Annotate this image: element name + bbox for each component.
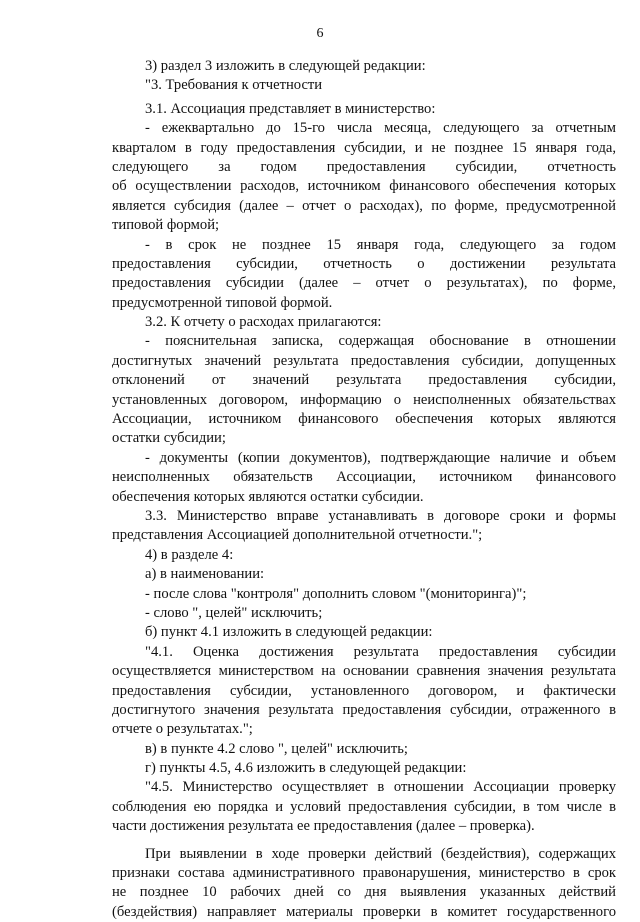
text-line: - ежеквартально до 15-го числа месяца, следующего за отчетным bbox=[145, 120, 616, 137]
text-line: "4.1. Оценка достижения результата предоставления субсидии bbox=[145, 643, 616, 660]
document-body bbox=[112, 57, 616, 922]
text-line: остатки субсидии; bbox=[112, 430, 226, 447]
text-line: в) в пункте 4.2 слово ", целей" исключить; bbox=[145, 740, 408, 757]
text-line: предоставления субсидии, отчетность о достижении результата bbox=[112, 255, 616, 272]
text-line: следующего за годом предоставления субсидии, отчетность bbox=[112, 158, 616, 175]
text-line: - документы (копии документов), подтверждающие наличие и объем bbox=[145, 449, 616, 466]
text-line: (бездействия) направляет материалы проверки в комитет государственного bbox=[112, 903, 616, 920]
text-line: отклонений от значений результата предоставления субсидии, bbox=[112, 372, 616, 389]
text-line: предоставления субсидии (далее – отчет о результатах), по форме, bbox=[112, 275, 616, 292]
text-line: а) в наименовании: bbox=[145, 566, 265, 583]
text-line: предусмотренной типовой формой. bbox=[112, 294, 333, 311]
text-line: установленных договором, информацию о неисполненных обязательствах bbox=[112, 391, 616, 408]
text-line: достигнутых значений результата предоставления субсидии, допущенных bbox=[112, 352, 616, 369]
text-line: 3.2. К отчету о расходах прилагаются: bbox=[145, 314, 382, 331]
text-line: Ассоциации, источником финансового обеспечения которых являются bbox=[112, 411, 616, 428]
text-line: 3.1. Ассоциация представляет в министерство: bbox=[145, 100, 436, 117]
text-line: - в срок не позднее 15 января года, следующего за годом bbox=[145, 236, 616, 253]
text-line: обеспечения которых являются остатки субсидии. bbox=[112, 488, 424, 505]
text-line: об осуществлении расходов, источником финансового обеспечения которых bbox=[112, 178, 616, 195]
text-line: "4.5. Министерство осуществляет в отношении Ассоциации проверку bbox=[145, 779, 616, 796]
text-line: не позднее 10 рабочих дней со дня выявления указанных действий bbox=[112, 884, 616, 901]
text-line: "3. Требования к отчетности bbox=[145, 77, 323, 94]
text-line: неисполненных обязательств Ассоциации, источником финансового bbox=[112, 469, 616, 486]
text-line: - после слова "контроля" дополнить словом "(мониторинга)"; bbox=[145, 585, 527, 602]
text-line: - слово ", целей" исключить; bbox=[145, 604, 323, 621]
text-line: 3) раздел 3 изложить в следующей редакции: bbox=[145, 58, 426, 74]
page-number: 6 bbox=[316, 26, 324, 41]
text-line: части достижения результата ее предоставления (далее – проверка). bbox=[112, 818, 535, 835]
text-line: предоставления субсидии, установленного договором, и фактически bbox=[112, 682, 616, 699]
text-line: 4) в разделе 4: bbox=[145, 546, 234, 563]
text-line: соблюдения ею порядка и условий предоставления субсидии, в том числе в bbox=[112, 798, 616, 815]
text-line: признаки состава административного правонарушения, министерство в срок bbox=[112, 865, 616, 882]
text-line: г) пункты 4.5, 4.6 изложить в следующей редакции: bbox=[145, 760, 467, 777]
text-line: - пояснительная записка, содержащая обоснование в отношении bbox=[145, 333, 616, 350]
text-line: б) пункт 4.1 изложить в следующей редакции: bbox=[145, 624, 433, 641]
text-line: При выявлении в ходе проверки действий (бездействия), содержащих bbox=[145, 845, 616, 862]
text-line: представления Ассоциацией дополнительной отчетности."; bbox=[112, 527, 483, 544]
text-line: кварталом в году предоставления субсидии, и не позднее 15 января года, bbox=[112, 139, 616, 156]
text-line: достигнутого значения результата предоставления субсидии, отраженного в bbox=[112, 701, 616, 718]
text-line: является субсидия (далее – отчет о расходах), по форме, предусмотренной bbox=[112, 197, 616, 214]
text-line: отчете о результатах."; bbox=[112, 721, 253, 738]
text-line: типовой формой; bbox=[112, 217, 220, 234]
text-line: осуществляется министерством на основании сравнения значения результата bbox=[112, 663, 616, 680]
text-line: 3.3. Министерство вправе устанавливать в договоре сроки и формы bbox=[145, 507, 616, 524]
